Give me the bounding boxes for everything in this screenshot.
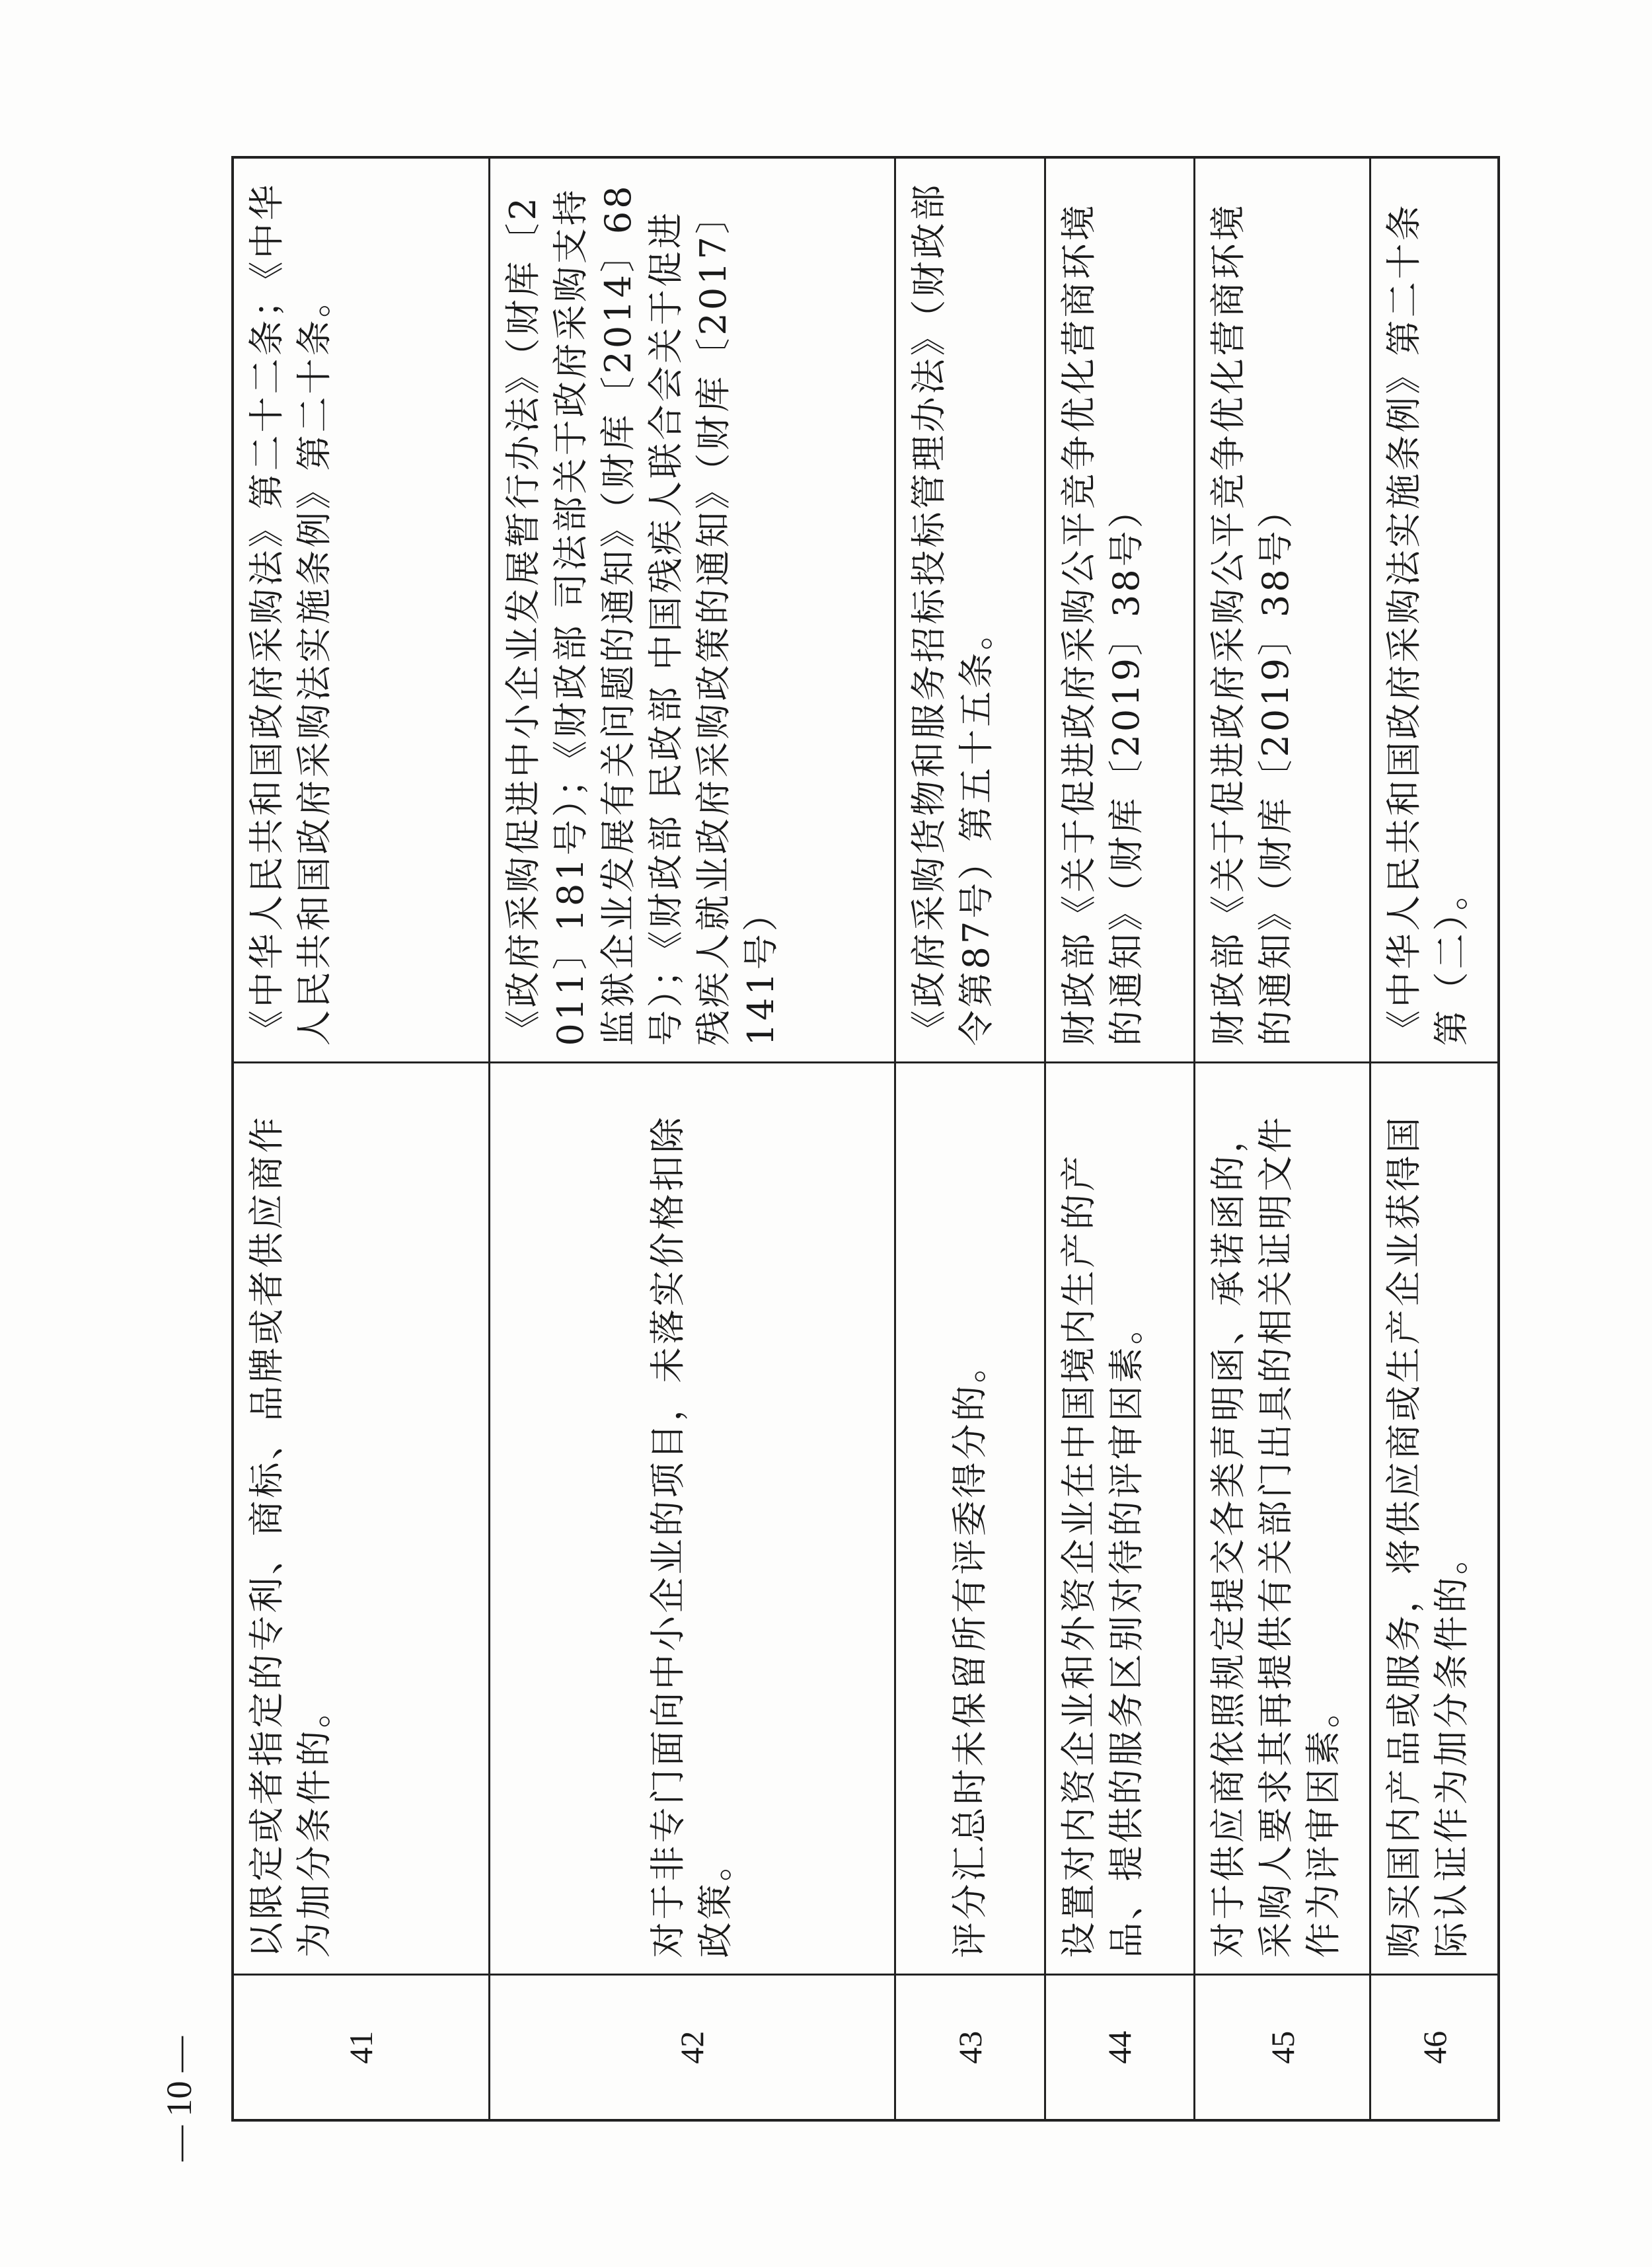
row-number: 41 [233,1975,489,2120]
row-number: 43 [895,1975,1045,2120]
row-description: 对于供应商依照规定提交各类声明函、承诺函的，采购人要求其再提供有关部门出具的相关证明文件作为评审因素。 [1195,1063,1370,1975]
row-basis: 《中华人民共和国政府采购法》第二十二条；《中华人民共和国政府采购法实施条例》第二十条。 [233,157,489,1063]
row-number: 44 [1045,1975,1194,2120]
row-number: 42 [489,1975,895,2120]
row-description: 评分汇总时未保留所有评委得分的。 [895,1063,1045,1975]
row-basis: 财政部《关于促进政府采购公平竞争优化营商环境的通知》（财库〔2019〕38号） [1195,157,1370,1063]
table-row [489,157,895,2120]
row-basis: 《政府采购促进中小企业发展暂行办法》（财库〔2011〕181号）；《财政部 司法部关于政府采购支持监狱企业发展有关问题的通知》（财库〔2014〕68号）；《财政部 民政部 中国残疾人联合会关于促进残疾人就业政府采购政策的通知》（财库〔2017〕141号） [489,157,895,1063]
row-number: 46 [1370,1975,1499,2120]
table-row [1370,157,1499,2120]
table-row [1195,157,1370,2120]
row-description: 设置对内资企业和外资企业在中国境内生产的产品、提供的服务区别对待的评审因素。 [1045,1063,1194,1975]
row-description: 购买国内产品或服务，将供应商或生产企业获得国际认证作为加分条件的。 [1370,1063,1499,1975]
row-number: 45 [1195,1975,1370,2120]
table-row [1045,157,1194,2120]
table-row [895,157,1045,2120]
row-description: 对于非专门面向中小企业的项目，未落实价格扣除政策。 [489,1063,895,1975]
row-basis: 《中华人民共和国政府采购法实施条例》第二十条第（二）。 [1370,157,1499,1063]
policy-table [231,156,1500,2122]
row-basis: 财政部《关于促进政府采购公平竞争优化营商环境的通知》（财库〔2019〕38号） [1045,157,1194,1063]
rotated-table-frame [231,159,1500,2122]
page-number: — 10 — [159,2036,199,2161]
table-row [233,157,489,2120]
row-basis: 《政府采购货物和服务招标投标管理办法》（财政部令第87号）第五十五条。 [895,157,1045,1063]
row-description: 以限定或者指定的专利、商标、品牌或者供应商作为加分条件的。 [233,1063,489,1975]
